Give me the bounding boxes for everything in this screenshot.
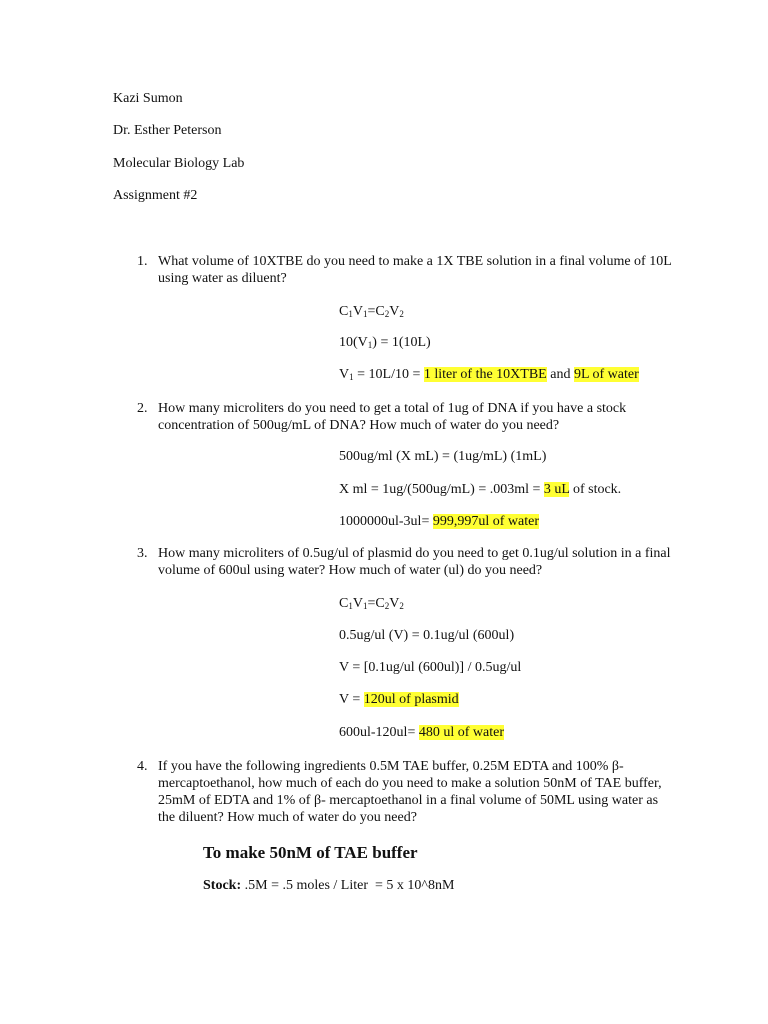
question-4-number: 4. <box>137 759 148 774</box>
question-4-text: If you have the following ingredients 0.5M TAE buffer, 0.25M EDTA and 100% β-mercaptoethanol, how much of each do you need to make a solution 50nM of TAE buffer, 25mM of EDTA and 1% of β- mercaptoethanol in a final volume of 50ML using water as the diluent? How much of water do you need? <box>158 759 662 825</box>
q3-line-5: 600ul-120ul= 480 ul of water <box>339 725 504 740</box>
instructor-name: Dr. Esther Peterson <box>113 123 222 138</box>
q2-highlight-2: 999,997ul of water <box>432 514 539 529</box>
q3-line-2: 0.5ug/ul (V) = 0.1ug/ul (600ul) <box>339 628 515 643</box>
question-2-number: 2. <box>137 401 148 416</box>
q2-line-1: 500ug/ml (X mL) = (1ug/mL) (1mL) <box>339 449 547 464</box>
question-1-text: What volume of 10XTBE do you need to make a 1X TBE solution in a final volume of 10L using water as diluent? <box>158 254 672 286</box>
q2-line-2: X ml = 1ug/(500ug/mL) = .003ml = 3 uL of stock. <box>339 482 622 497</box>
course-name: Molecular Biology Lab <box>113 156 245 171</box>
q1-equation-2: $10(V_1) = 1(10L)$ <box>339 335 431 350</box>
q2-line-3: 1000000ul-3ul= 999,997ul of water <box>339 514 539 529</box>
q3-highlight-2: 480 ul of water <box>418 725 504 740</box>
q1-answer-highlight-1: 1 liter of the 10XTBE <box>423 367 547 382</box>
q1-formula: $C_1V_1=C_2V_2$ <box>339 304 404 319</box>
stock-label: Stock: <box>203 878 242 893</box>
stock-line: Stock: .5M = .5 moles / Liter = 5 x 10^8nM <box>203 878 455 893</box>
q1-answer-highlight-2: 9L of water <box>573 367 639 382</box>
question-3-number: 3. <box>137 546 148 561</box>
q3-line-3: V = [0.1ug/ul (600ul)] / 0.5ug/ul <box>339 660 522 675</box>
q3-line-4: V = 120ul of plasmid <box>339 692 459 707</box>
section-heading: To make 50nM of TAE buffer <box>203 843 418 862</box>
question-1-number: 1. <box>137 254 148 269</box>
q1-answer: $V_1 = 10L/10 = 1$ liter of the 10XTBE and 9L of water <box>339 367 639 382</box>
question-2-text: How many microliters do you need to get a total of 1ug of DNA if you have a stock concentration of 500ug/mL of DNA? How much of water do you need? <box>158 401 627 433</box>
q3-highlight-1: 120ul of plasmid <box>363 692 459 707</box>
assignment-title: Assignment #2 <box>113 188 198 203</box>
q3-formula: $C_1V_1=C_2V_2$ <box>339 596 404 611</box>
question-3-text: How many microliters of 0.5ug/ul of plasmid do you need to get 0.1ug/ul solution in a final volume of 600ul using water? How much of water (ul) do you need? <box>158 546 671 578</box>
student-name: Kazi Sumon <box>113 91 183 106</box>
q2-highlight-1: 3 uL <box>543 482 570 497</box>
